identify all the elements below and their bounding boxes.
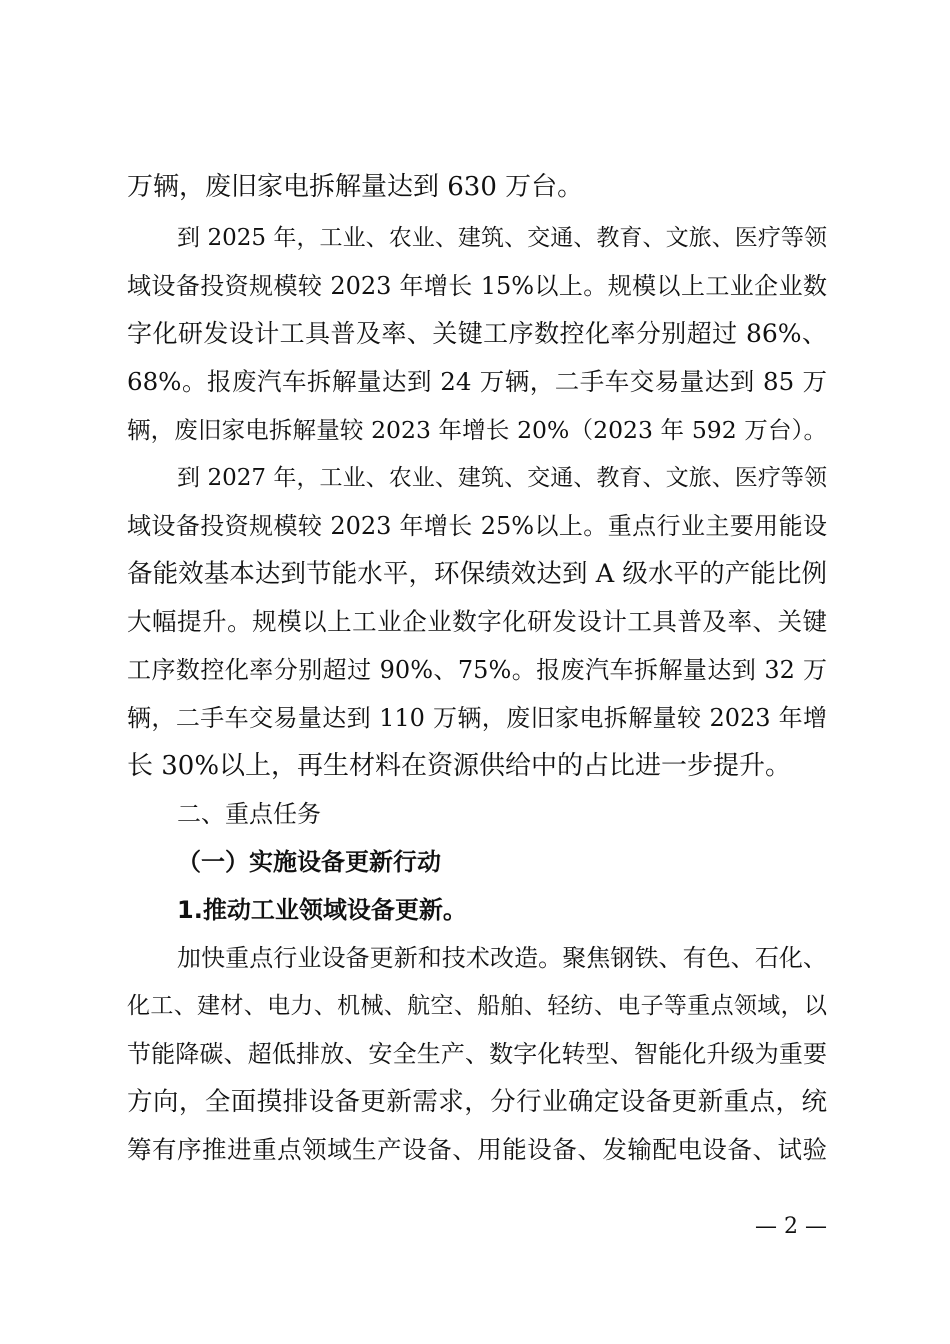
body-text-line: 工序数控化率分别超过 90%、75%。报废汽车拆解量达到 32 万 [127, 656, 827, 684]
body-text-line: 辆，废旧家电拆解量较 2023 年增长 20%（2023 年 592 万台）。 [127, 416, 827, 444]
body-text-line: 万辆，废旧家电拆解量达到 630 万台。 [127, 172, 584, 202]
page-number: — 2 — [755, 1214, 827, 1239]
body-text-line: 加快重点行业设备更新和技术改造。聚焦钢铁、有色、石化、 [177, 944, 827, 972]
body-text-line: 节能降碳、超低排放、安全生产、数字化转型、智能化升级为重要 [127, 1040, 827, 1068]
subsection-heading: （一）实施设备更新行动 [177, 848, 441, 876]
body-text-line: 筹有序推进重点领域生产设备、用能设备、发输配电设备、试验 [127, 1135, 827, 1164]
body-text-line: 化工、建材、电力、机械、航空、船舶、轻纺、电子等重点领域，以 [127, 993, 827, 1019]
body-text-line: 到 2025 年，工业、农业、建筑、交通、教育、文旅、医疗等领 [177, 225, 827, 251]
body-text-line: 大幅提升。规模以上工业企业数字化研发设计工具普及率、关键 [127, 607, 827, 636]
body-text-line: 到 2027 年，工业、农业、建筑、交通、教育、文旅、医疗等领 [177, 465, 827, 491]
item-heading: 1.推动工业领域设备更新。 [177, 896, 467, 924]
body-text-line: 备能效基本达到节能水平，环保绩效达到 A 级水平的产能比例 [127, 559, 827, 589]
body-text-line: 长 30%以上，再生材料在资源供给中的占比进一步提升。 [127, 751, 792, 781]
body-text-line: 域设备投资规模较 2023 年增长 15%以上。规模以上工业企业数 [127, 272, 827, 300]
body-text-line: 域设备投资规模较 2023 年增长 25%以上。重点行业主要用能设 [127, 512, 827, 540]
section-heading: 二、重点任务 [177, 800, 321, 828]
body-text-line: 方向，全面摸排设备更新需求，分行业确定设备更新重点，统 [127, 1087, 827, 1117]
body-text-line: 68%。报废汽车拆解量达到 24 万辆，二手车交易量达到 85 万 [127, 367, 827, 396]
body-text-line: 字化研发设计工具普及率、关键工序数控化率分别超过 86%、 [127, 319, 827, 348]
body-text-line: 辆，二手车交易量达到 110 万辆，废旧家电拆解量较 2023 年增 [127, 704, 827, 732]
